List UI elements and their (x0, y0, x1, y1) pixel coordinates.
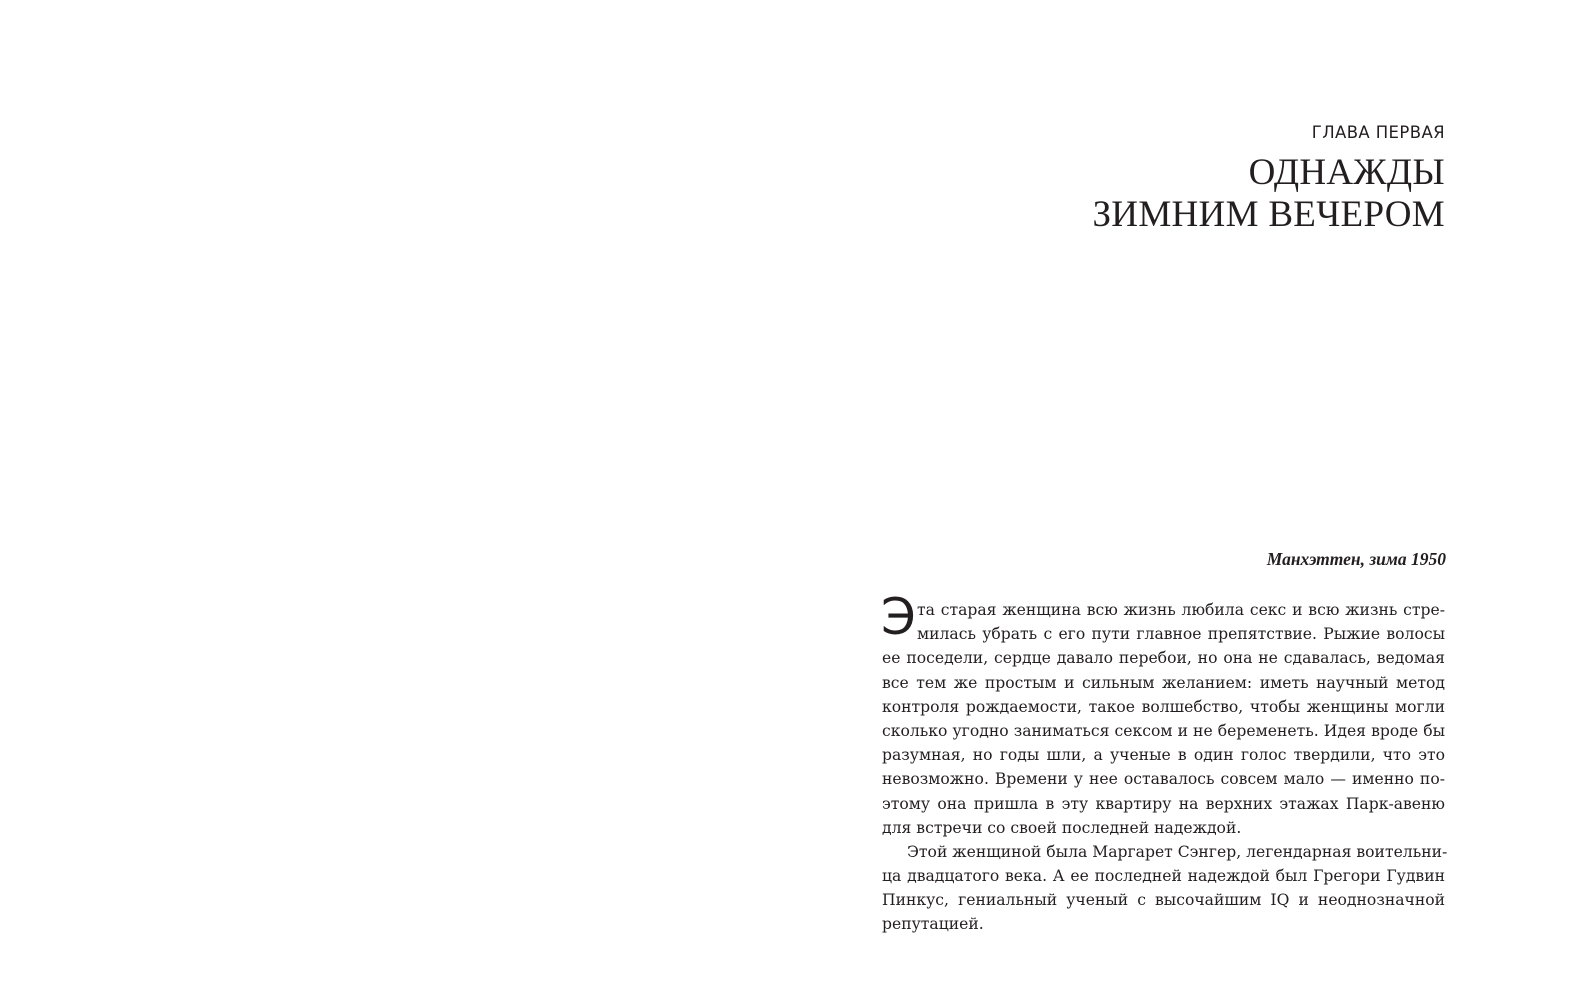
text-line: контроля рождаемости, такое волшебство, чтобы женщины могли (882, 697, 1445, 716)
text-line: репутацией. (882, 915, 984, 934)
text-line: все тем же простым и сильным желанием: иметь научный метод (882, 673, 1445, 692)
drop-cap: Э (881, 588, 916, 646)
dateline: Манхэттен, зима 1950 (1266, 549, 1446, 569)
chapter-title-line-2: ЗИМНИМ ВЕЧЕРОМ (1092, 194, 1445, 235)
text-line: ца двадцатого века. А ее последней надеждой был Грегори Гудвин (882, 867, 1445, 886)
chapter-title (1092, 152, 1445, 236)
chapter-title-line-1: ОДНАЖДЫ (1248, 152, 1445, 193)
text-line: милась убрать с его пути главное препятствие. Рыжие волосы (917, 625, 1445, 644)
text-line: невозможно. Времени у нее оставалось совсем мало — именно по- (882, 770, 1445, 789)
text-line: та старая женщина всю жизнь любила секс и всю жизнь стре- (917, 601, 1445, 619)
text-line: сколько угодно заниматься сексом и не беременеть. Идея вроде бы (882, 721, 1445, 740)
text-line: для встречи со своей последней надеждой. (882, 818, 1242, 837)
right-page (784, 0, 1569, 1000)
text-line: Этой женщиной была Маргарет Сэнгер, легендарная воительни- (907, 842, 1448, 861)
chapter-label: ГЛАВА ПЕРВАЯ (1311, 123, 1445, 142)
paragraph-2 (882, 840, 1448, 937)
text-line: Пинкус, гениальный ученый с высочайшим IQ и неоднозначной (882, 891, 1445, 910)
body-text (881, 588, 1448, 937)
text-line: разумная, но годы шли, а ученые в один голос твердили, что это (882, 746, 1445, 765)
left-page-blank (0, 0, 784, 1000)
text-line: этому она пришла в эту квартиру на верхних этажах Парк-авеню (882, 794, 1445, 813)
text-line: ее поседели, сердце давало перебои, но она не сдавалась, ведомая (882, 649, 1445, 668)
paragraph-1 (881, 588, 1445, 840)
